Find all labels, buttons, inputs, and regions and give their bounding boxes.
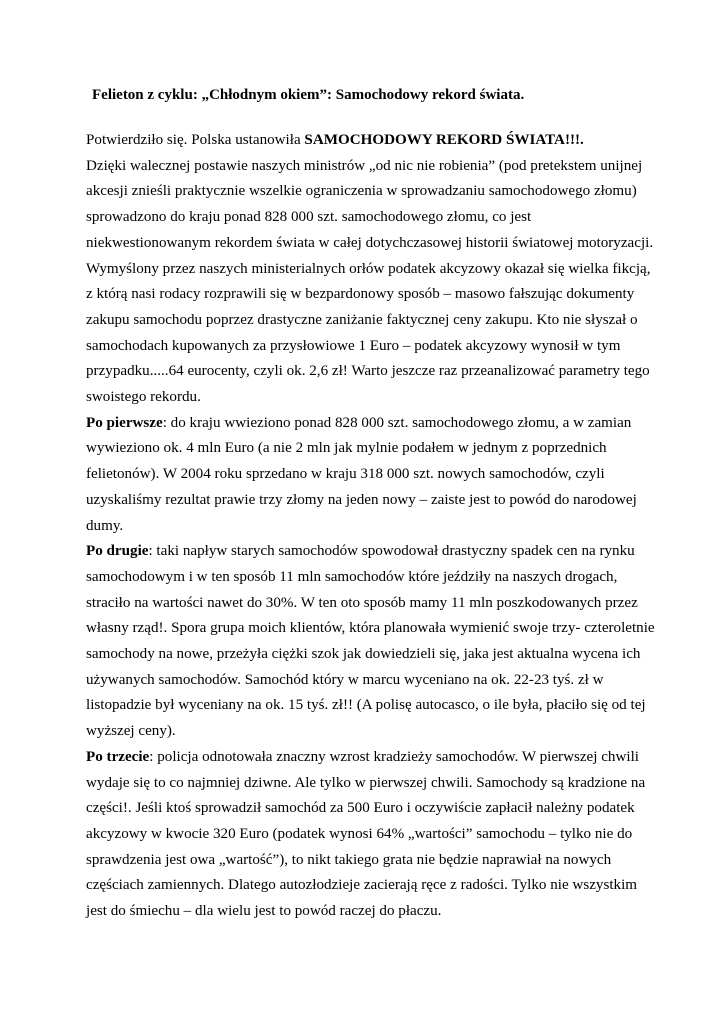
intro-line: samochodach kupowanych za przysłowiowe 1 Euro – podatek akcyzowy wynosił w tym: [86, 337, 621, 354]
third-point-paragraph: [86, 745, 686, 925]
intro-line: przypadku.....64 eurocenty, czyli ok. 2,6 zł! Warto jeszcze raz przeanalizować parametry tego: [86, 363, 650, 380]
intro-line: [86, 128, 686, 154]
third-point-line: wydaje się to co najmniej dziwne. Ale tylko w pierwszej chwili. Samochody są kradzione na: [86, 774, 646, 791]
document-title: Felieton z cyklu: „Chłodnym okiem”: Samochodowy rekord świata.: [92, 87, 525, 103]
second-point-line: własny rząd!. Spora grupa moich klientów, która planowała wymienić swoje trzy- czteroletnie: [86, 620, 655, 637]
third-point-line: częściach zamiennych. Dlatego autozłodzieje zacierają ręce z radości. Tylko nie wszystkim: [86, 877, 638, 894]
second-point-paragraph: [86, 539, 686, 745]
first-point-paragraph: [86, 411, 686, 540]
second-point-line: [86, 539, 686, 565]
second-point-line: listopadzie był wyceniany na ok. 15 tyś. zł!! (A polisę autocasco, o ile była, płaciło się od tej: [86, 697, 646, 714]
second-point-text: : taki napływ starych samochodów spowodował drastyczny spadek cen na rynku: [148, 543, 635, 560]
third-point-line: jest do śmiechu – dla wielu jest to powód raczej do płaczu.: [86, 903, 442, 920]
intro-line: zakupu samochodu poprzez drastyczne zaniżanie faktycznej ceny zakupu. Kto nie słyszał o: [86, 311, 638, 328]
first-point-line: uzyskaliśmy rezultat prawie trzy złomy na jeden nowy – zaiste jest to powód do narodowej: [86, 491, 637, 508]
first-point-line: wywieziono ok. 4 mln Euro (a nie 2 mln jak mylnie podałem w jednym z poprzednich: [86, 440, 607, 457]
third-point-line: [86, 745, 686, 771]
intro-headline-bold: SAMOCHODOWY REKORD ŚWIATA!!!.: [304, 132, 584, 148]
first-point-text: : do kraju wwieziono ponad 828 000 szt. samochodowego złomu, a w zamian: [162, 414, 632, 431]
first-point-line: [86, 411, 686, 437]
second-point-line: wyższej ceny).: [86, 723, 176, 740]
second-point-heading: Po drugie: [86, 543, 149, 560]
intro-line: sprowadzono do kraju ponad 828 000 szt. samochodowego złomu, co jest: [86, 209, 532, 226]
intro-line: Wymyślony przez naszych ministerialnych orłów podatek akcyzowy okazał się wielka fikcją,: [86, 260, 651, 277]
first-point-heading: Po pierwsze: [86, 414, 163, 431]
second-point-line: straciło na wartości nawet do 30%. W ten oto sposób mamy 11 mln poszkodowanych przez: [86, 594, 638, 611]
third-point-line: akcyzowy w kwocie 320 Euro (podatek wynosi 64% „wartości” samochodu – tylko nie do: [86, 825, 633, 842]
second-point-line: samochody na nowe, przeżyła ciężki szok jak dowiedzieli się, jaka jest aktualna wycena ich: [86, 646, 641, 663]
intro-lead-text: Potwierdziło się. Polska ustanowiła: [86, 132, 305, 148]
intro-line: swoistego rekordu.: [86, 389, 201, 406]
third-point-line: części!. Jeśli ktoś sprowadził samochód za 500 Euro i oczywiście zapłacił należny podatek: [86, 800, 635, 817]
first-point-line: felietonów). W 2004 roku sprzedano w kraju 318 000 szt. nowych samochodów, czyli: [86, 466, 605, 483]
intro-line: akcesji znieśli praktycznie wszelkie ograniczenia w sprowadzaniu samochodowego złomu): [86, 183, 637, 200]
first-point-line: dumy.: [86, 517, 124, 534]
intro-line: Dzięki walecznej postawie naszych ministrów „od nic nie robienia” (pod pretekstem unijnej: [86, 157, 643, 174]
second-point-line: używanych samochodów. Samochód który w marcu wyceniano na ok. 22-23 tyś. zł w: [86, 671, 604, 688]
third-point-heading: Po trzecie: [86, 748, 150, 765]
third-point-line: sprawdzenia jest owa „wartość”), to nikt takiego grata nie będzie naprawiał na nowych: [86, 851, 612, 868]
second-point-line: samochodowym i w ten sposób 11 mln samochodów które jeździły na naszych drogach,: [86, 568, 618, 585]
intro-line: z którą nasi rodacy rozprawili się w bezpardonowy sposób – masowo fałszując dokumenty: [86, 286, 635, 303]
document-body: [86, 128, 686, 925]
intro-line: niekwestionowanym rekordem świata w całej dotychczasowej historii światowej motoryzacji.: [86, 234, 654, 251]
third-point-text: : policja odnotowała znaczny wzrost kradzieży samochodów. W pierwszej chwili: [149, 748, 639, 765]
intro-paragraph: [86, 128, 686, 411]
